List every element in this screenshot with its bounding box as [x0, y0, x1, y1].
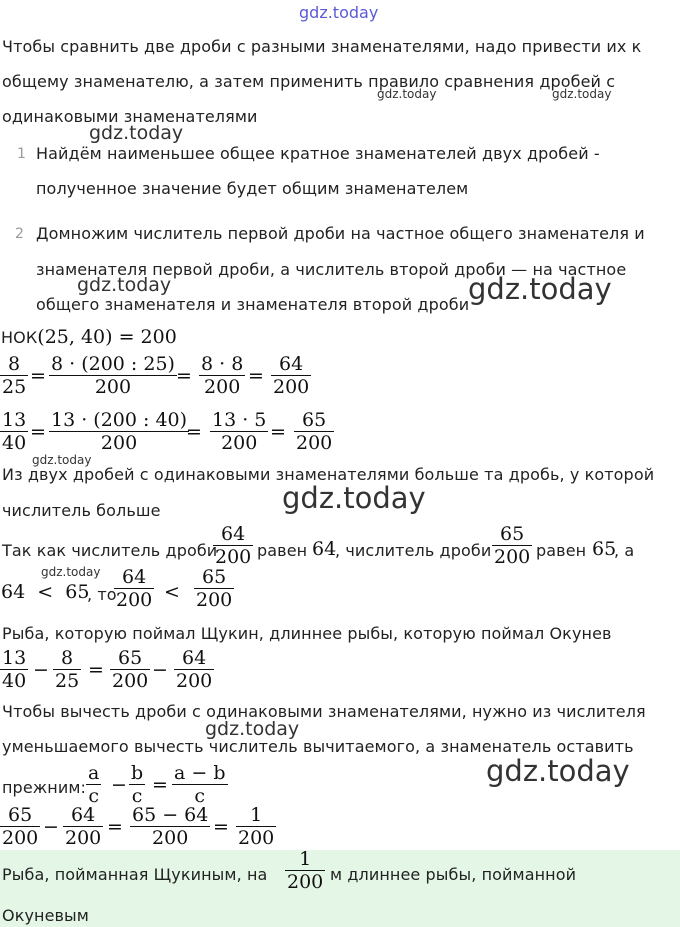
rule-line-1: Из двух дробей с одинаковыми знаменателями больше та дробь, у которой	[2, 465, 655, 484]
diff-equals: =	[88, 659, 104, 681]
eq1-fraction-1: $\frac{8}{25}$	[2, 353, 27, 398]
calc-equals-2: =	[213, 816, 229, 838]
watermark: gdz.today	[77, 274, 172, 296]
rule-line-2: числитель больше	[2, 501, 161, 520]
compare-text-6: , то	[87, 585, 117, 604]
diff-fraction-4: $\frac{64}{200}$	[176, 647, 213, 692]
step-2-marker: 2	[15, 226, 24, 242]
fish-statement: Рыба, которую поймал Щукин, длиннее рыбы, которую поймал Окунев	[2, 624, 612, 643]
step-2-line-3: общего знаменателя и знаменателя второй дроби	[36, 295, 470, 314]
eq2-equals-3: =	[270, 421, 286, 443]
watermark-small: gdz.today	[32, 453, 92, 467]
subrule-line-3: прежним:	[2, 778, 86, 797]
calc-fraction-3: $\frac{65 - 64}{200}$	[132, 804, 209, 849]
subrule-line-1: Чтобы вычесть дроби с одинаковыми знаменателями, нужно из числителя	[2, 702, 646, 721]
subrule-fraction-c: $\frac{a - b}{c}$	[174, 762, 226, 807]
compare-text-2: равен	[257, 541, 308, 560]
compare-less-than: <	[164, 581, 180, 603]
calc-fraction-2: $\frac{64}{200}$	[65, 804, 102, 849]
eq1-equals-3: =	[248, 365, 264, 387]
compare-text-4: равен	[536, 541, 587, 560]
watermark-large: gdz.today	[468, 272, 612, 306]
eq2-fraction-4: $\frac{65}{200}$	[296, 409, 333, 454]
watermark-small: gdz.today	[41, 565, 101, 579]
compare-fraction-a: $\frac{64}{200}$	[215, 523, 252, 568]
compare-text-1: Так как числитель дроби	[2, 541, 218, 560]
compare-value-1: 64	[312, 538, 337, 560]
watermark: gdz.today	[89, 122, 184, 144]
diff-fraction-2: $\frac{8}{25}$	[55, 647, 80, 692]
eq1-fraction-2: $\frac{8 \cdot (200 : 25)}{200}$	[51, 353, 175, 398]
subrule-fraction-a: $\frac{a}{c}$	[88, 762, 100, 807]
step-1-line-2: полученное значение будет общим знаменателем	[36, 179, 469, 198]
diff-fraction-3: $\frac{65}{200}$	[112, 647, 149, 692]
intro-line-3: одинаковыми знаменателями	[2, 107, 258, 126]
compare-value-2: 65	[592, 538, 617, 560]
step-1-line-1: Найдём наименьшее общее кратное знаменателей двух дробей -	[36, 144, 600, 163]
answer-fraction: $\frac{1}{200}$	[287, 848, 324, 893]
calc-fraction-1: $\frac{65}{200}$	[2, 804, 39, 849]
answer-text-2: м длиннее рыбы, пойманной	[330, 865, 577, 884]
eq2-fraction-2: $\frac{13 \cdot (200 : 40)}{200}$	[51, 409, 188, 454]
calc-fraction-4: $\frac{1}{200}$	[238, 804, 275, 849]
eq2-equals: =	[30, 421, 46, 443]
watermark-top: gdz.today	[299, 3, 379, 22]
eq1-fraction-4: $\frac{64}{200}$	[273, 353, 310, 398]
watermark: gdz.today	[205, 718, 300, 740]
step-2-line-1: Домножим числитель первой дроби на частное общего знаменателя и	[36, 224, 645, 243]
step-2-line-2: знаменателя первой дроби, а числитель второй дроби — на частное	[36, 260, 627, 279]
compare-fraction-c: $\frac{64}{200}$	[116, 566, 153, 611]
compare-fraction-b: $\frac{65}{200}$	[494, 523, 531, 568]
watermark-small: gdz.today	[552, 87, 612, 101]
compare-inequality: 64 < 65	[1, 581, 90, 603]
diff-minus: −	[33, 659, 49, 681]
compare-text-3: , числитель дроби	[335, 541, 492, 560]
eq1-equals-2: =	[176, 365, 192, 387]
answer-text-1: Рыба, пойманная Щукиным, на	[2, 865, 268, 884]
step-1-marker: 1	[17, 146, 26, 162]
diff-minus-2: −	[152, 659, 168, 681]
subrule-fraction-b: $\frac{b}{c}$	[131, 762, 144, 807]
eq1-fraction-3: $\frac{8 \cdot 8}{200}$	[201, 353, 244, 398]
lcm-label: НОК	[1, 328, 38, 347]
subrule-minus: −	[111, 774, 127, 796]
answer-highlight	[0, 850, 680, 927]
lcm-expr: (25, 40) = 200	[37, 326, 177, 348]
intro-line-2: общему знаменателю, а затем применить правило сравнения дробей с	[2, 72, 616, 91]
compare-fraction-d: $\frac{65}{200}$	[196, 566, 233, 611]
diff-fraction-1: $\frac{13}{40}$	[2, 647, 27, 692]
watermark-small: gdz.today	[377, 87, 437, 101]
answer-line-2: Окуневым	[2, 906, 89, 925]
eq2-fraction-1: $\frac{13}{40}$	[2, 409, 27, 454]
eq1-equals: =	[30, 365, 46, 387]
eq2-fraction-3: $\frac{13 \cdot 5}{200}$	[212, 409, 267, 454]
watermark-large: gdz.today	[486, 754, 630, 788]
intro-line-1: Чтобы сравнить две дроби с разными знаменателями, надо привести их к	[2, 37, 642, 56]
subrule-equals: =	[152, 774, 168, 796]
calc-equals: =	[107, 816, 123, 838]
compare-text-5: , а	[614, 541, 635, 560]
watermark-large: gdz.today	[282, 481, 426, 515]
subrule-line-2: уменьшаемого вычесть числитель вычитаемого, а знаменатель оставить	[2, 737, 634, 756]
eq2-equals-2: =	[186, 421, 202, 443]
lcm-line	[1, 326, 177, 348]
calc-minus: −	[43, 816, 59, 838]
